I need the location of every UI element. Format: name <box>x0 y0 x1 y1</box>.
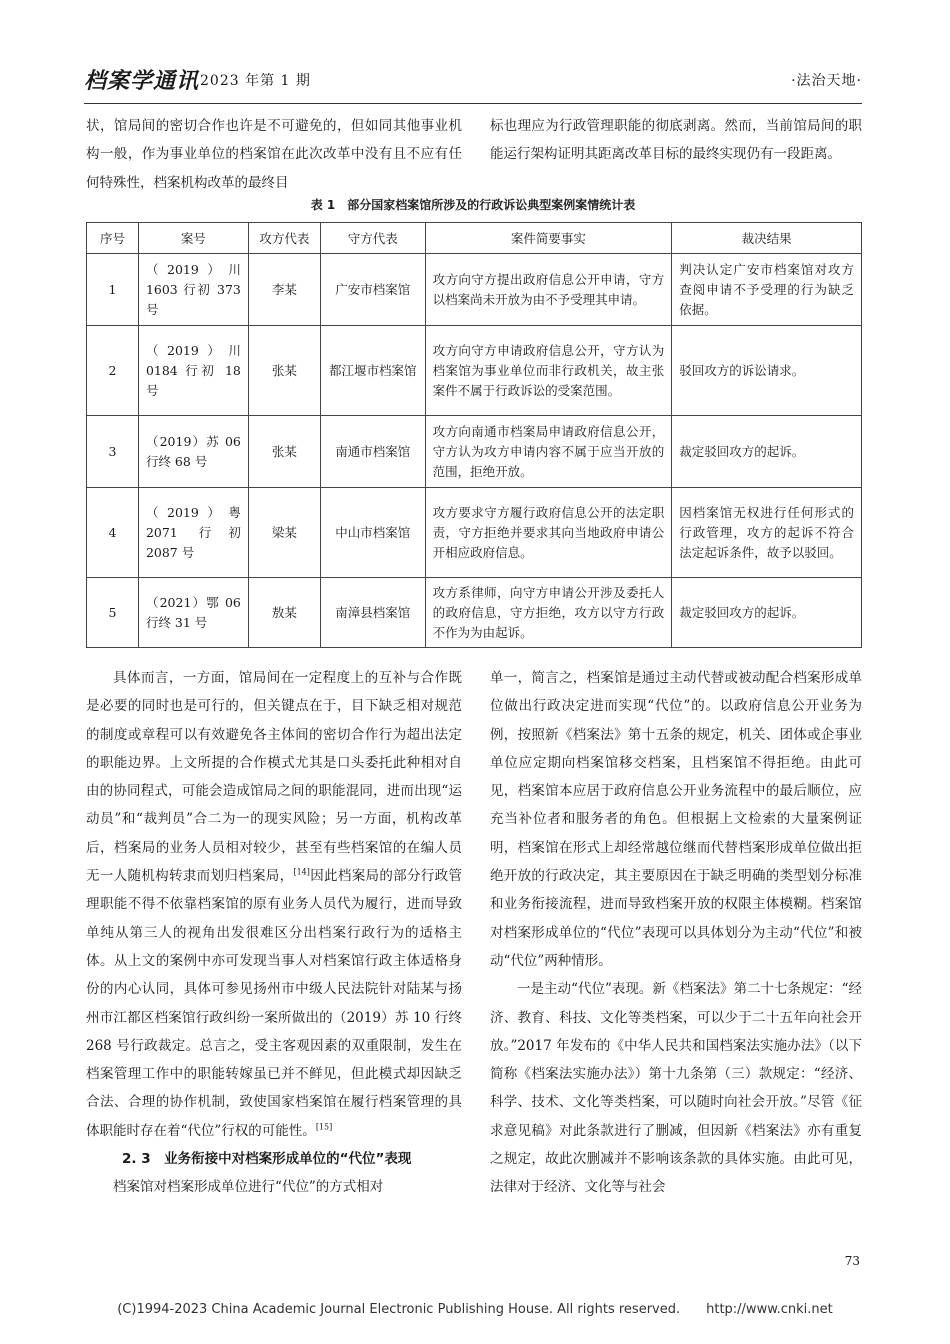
paragraph-continuation: 状，馆局间的密切合作也许是不可避免的，但如同其他事业机构一般，作为事业单位的档案馆在此次改革中没有且不应有任何特殊性，档案机构改革的最终目 <box>86 118 462 191</box>
column-header: 攻方代表 <box>248 223 320 254</box>
cell-index: 3 <box>87 416 139 488</box>
cell-ruling: 裁定驳回攻方的起诉。 <box>672 416 862 488</box>
section-label: ·法治天地· <box>791 73 862 89</box>
table-title: 表 1 部分国家档案馆所涉及的行政诉讼典型案例案情统计表 <box>310 198 636 212</box>
cell-plaintiff: 张某 <box>248 326 320 416</box>
table-row <box>87 488 862 578</box>
cell-facts: 攻方向南通市档案局申请政府信息公开，守方认为攻方申请内容不属于应当开放的范围，拒绝开放。 <box>425 416 672 488</box>
paragraph-text: 因此档案局的部分行政管理职能不得不依靠档案馆的原有业务人员代为履行，进而导致单纯从第三人的视角出发很难区分出档案行政行为的适格主体。从上文的案例中亦可发现当事人对档案馆行政主体适格身份的内心认同，具体可参见扬州市中级人民法院针对陆某与扬州市江都区档案馆行政纠纷一案所做出的（2019）苏 10 行终 268 号行政裁定。总言之，受主客观因素的双重限制，发生在档案管理工作中的职能转嫁虽已并不鲜见，但此模式却因缺乏合法、合理的协作机制，致使国家档案馆在履行档案管理的具体职能时存在着“代位”行权的可能性。 <box>86 868 463 1139</box>
body-paragraph: 档案馆对档案形成单位进行“代位”的方式相对 <box>113 1179 384 1196</box>
section-heading: 2. 3 业务衔接中对档案形成单位的“代位”表现 <box>122 1151 412 1168</box>
column-header: 案件简要事实 <box>425 223 672 254</box>
citation-ref: [14] <box>293 867 310 877</box>
issue-label: 2023 年第 1 期 <box>200 73 311 89</box>
running-header <box>84 64 862 98</box>
cell-plaintiff: 敖某 <box>248 578 320 648</box>
journal-logo: 档案学通讯 <box>84 69 200 94</box>
left-column <box>86 664 462 1202</box>
citation-ref: [15] <box>315 1122 333 1132</box>
cell-plaintiff: 梁某 <box>248 488 320 578</box>
cell-case-number: （2019）川 0184 行初 18 号 <box>138 326 248 416</box>
cell-case-number: （2019）川 1603 行初 373 号 <box>138 254 248 326</box>
cell-defendant: 中山市档案馆 <box>320 488 425 578</box>
cell-index: 1 <box>87 254 139 326</box>
top-right-paragraph <box>490 112 862 169</box>
right-column <box>490 664 862 1202</box>
cell-ruling: 因档案馆无权进行任何形式的行政管理，攻方的起诉不符合法定起诉条件，故予以驳回。 <box>672 488 862 578</box>
cell-plaintiff: 李某 <box>248 254 320 326</box>
cell-facts: 攻方向守方申请政府信息公开，守方认为档案馆为事业单位而非行政机关，故主张案件不属于行政诉讼的受案范围。 <box>425 326 672 416</box>
table-row <box>87 326 862 416</box>
cell-case-number: （2021）鄂 06 行终 31 号 <box>138 578 248 648</box>
cell-index: 5 <box>87 578 139 648</box>
cell-plaintiff: 张某 <box>248 416 320 488</box>
column-header: 守方代表 <box>320 223 425 254</box>
table-header-row <box>87 223 862 254</box>
cell-defendant: 南通市档案馆 <box>320 416 425 488</box>
cell-index: 2 <box>87 326 139 416</box>
column-header: 序号 <box>87 223 139 254</box>
column-header: 案号 <box>138 223 248 254</box>
table-row <box>87 416 862 488</box>
column-header: 裁决结果 <box>672 223 862 254</box>
cell-facts: 攻方系律师，向守方申请公开涉及委托人的政府信息，守方拒绝，攻方以守方行政不作为为由起诉。 <box>425 578 672 648</box>
paragraph-text: 具体而言，一方面，馆局间在一定程度上的互补与合作既是必要的同时也是可行的，但关键点在于，目下缺乏相对规范的制度或章程可以有效避免各主体间的密切合作行为超出法定的职能边界。上文所提的合作模式尤其是口头委托此种相对自由的协同程式，可能会造成馆局之间的职能混同，进而出现“运动员”和“裁判员”合二为一的现实风险；另一方面，机构改革后，档案局的业务人员相对较少，甚至有些档案馆的在编人员无一人随机构转隶而划归档案局， <box>86 670 462 885</box>
page-number: 73 <box>844 1254 860 1268</box>
paragraph-end: 标也理应为行政管理职能的彻底剥离。然而，当前馆局间的职能运行架构证明其距离改革目标的最终实现仍有一段距离。 <box>490 118 862 163</box>
cell-ruling: 裁定驳回攻方的起诉。 <box>672 578 862 648</box>
table-row <box>87 254 862 326</box>
table-row <box>87 578 862 648</box>
cell-defendant: 南漳县档案馆 <box>320 578 425 648</box>
cell-ruling: 判决认定广安市档案馆对攻方查阅申请不予受理的行为缺乏依据。 <box>672 254 862 326</box>
cell-defendant: 都江堰市档案馆 <box>320 326 425 416</box>
top-left-paragraph <box>86 112 462 197</box>
body-paragraph: 一是主动“代位”表现。新《档案法》第二十七条规定：“经济、教育、科技、文化等类档案，可以少于二十五年向社会开放。”2017 年发布的《中华人民共和国档案法实施办法》（以下简称《档案法实施办法》）第十九条第（三）款规定：“经济、科学、技术、文化等类档案，可以随时向社会开放。”尽管《征求意见稿》对此条款进行了删减，但因新《档案法》亦有重复之规定，故此次删减并不影响该条款的具体实施。由此可见，法律对于经济、文化等与社会 <box>490 981 862 1196</box>
cell-ruling: 驳回攻方的诉讼请求。 <box>672 326 862 416</box>
cell-case-number: （2019）苏 06 行终 68 号 <box>138 416 248 488</box>
case-table <box>86 222 862 648</box>
header-rule <box>84 103 862 104</box>
cell-index: 4 <box>87 488 139 578</box>
body-paragraph <box>86 664 462 1145</box>
cell-case-number: （2019）粤 2071 行初 2087 号 <box>138 488 248 578</box>
cell-facts: 攻方向守方提出政府信息公开申请，守方以档案尚未开放为由不予受理其申请。 <box>425 254 672 326</box>
cell-defendant: 广安市档案馆 <box>320 254 425 326</box>
body-paragraph: 单一，简言之，档案馆是通过主动代替或被动配合档案形成单位做出行政决定进而实现“代位”的。以政府信息公开业务为例，按照新《档案法》第十五条的规定，机关、团体或企事业单位应定期向档案馆移交档案，且档案馆不得拒绝。由此可见，档案馆本应居于政府信息公开业务流程中的最后顺位，应充当补位者和服务者的角色。但根据上文检索的大量案例证明，档案馆在形式上却经常越位继而代替档案形成单位做出拒绝开放的行政决定，其主要原因在于缺乏明确的类型划分标准和业务衔接流程，进而导致档案开放的权限主体模糊。档案馆对档案形成单位的“代位”表现可以具体划分为主动“代位”和被动“代位”两种情形。 <box>490 670 862 969</box>
cell-facts: 攻方要求守方履行政府信息公开的法定职责，守方拒绝并要求其向当地政府申请公开相应政府信息。 <box>425 488 672 578</box>
copyright-footer: (C)1994-2023 China Academic Journal Electronic Publishing House. All rights reserved. http://www.cnki.net <box>117 1302 833 1317</box>
